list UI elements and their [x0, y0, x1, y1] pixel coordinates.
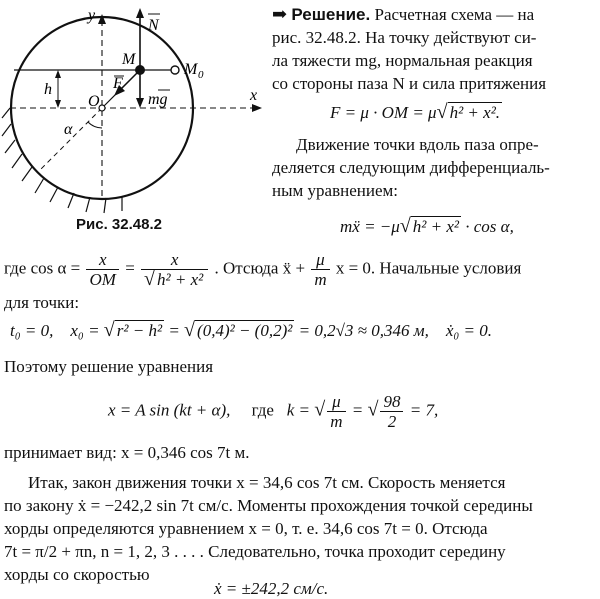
label-h: h	[44, 81, 52, 98]
diff-line1: Движение точки вдоль паза опре-	[296, 135, 539, 154]
final-p4: 7t = π/2 + πn, n = 1, 2, 3 . . . . Следовательно, точка проходит середину	[4, 542, 506, 561]
final-p3: хорды определяются уравнением x = 0, т. е. 34,6 cos 7t = 0. Отсюда	[4, 519, 488, 538]
label-m0: M	[184, 61, 198, 78]
label-n: N	[148, 17, 159, 34]
final-eq: ẋ = ±242,2 см/с.	[214, 579, 329, 598]
eq-motion: mẍ = −μ√ h² + x² · cos α,	[340, 215, 514, 237]
figure-caption: Рис. 32.48.2	[76, 216, 162, 233]
final-p5: хорды со скоростью	[4, 565, 150, 584]
hatching	[2, 108, 122, 213]
eq-force: F = μ · OM = μ√ h² + x².	[330, 101, 501, 123]
point-m0	[171, 66, 179, 74]
diff-line2: деляется следующим дифференциаль-	[272, 158, 550, 177]
radius-line	[40, 108, 102, 170]
final-p2: по закону ẋ = −242,2 sin 7t см/с. Моменты прохождения точкой середины	[4, 496, 533, 515]
solution-heading-line	[272, 4, 534, 25]
initial-conditions: t₀ = 0, x₀ = √ r² − h² = √ (0,4)² − (0,2)² = 0,2√3 ≈ 0,346 м, ẋ₀ = 0.	[10, 319, 493, 341]
initial-line2: для точки:	[4, 293, 80, 312]
takes-form: принимает вид: x = 0,346 cos 7t м.	[4, 443, 250, 462]
intro-line4: со стороны паза N и сила притяжения	[272, 74, 547, 93]
label-f: F	[113, 75, 123, 92]
solution-heading: Решение.	[291, 5, 371, 24]
point-m	[135, 65, 145, 75]
intro-line3: ла тяжести mg, нормальная реакция	[272, 51, 533, 70]
therefore-line: Поэтому решение уравнения	[4, 357, 214, 376]
intro-line2: рис. 32.48.2. На точку действуют си-	[272, 28, 537, 47]
point-o	[99, 105, 105, 111]
cos-line: где cos α = $\frac{x}{OM}$ = $\frac{x}{\text{√ h² + x²}}$ . Отсюда ẍ + $\frac{\mu}{m}$ x = 0. Начальные условия	[4, 250, 522, 290]
intro-line1: Расчетная схема — на	[374, 5, 535, 24]
label-m: M	[122, 51, 136, 68]
diff-line3: ным уравнением:	[272, 181, 398, 200]
label-alpha: α	[64, 121, 73, 138]
label-x: x	[250, 87, 258, 104]
label-mg: mg	[148, 91, 168, 108]
final-p1: Итак, закон движения точки x = 34,6 cos 7t см. Скорость меняется	[28, 473, 506, 492]
figure-32-48-2	[0, 0, 270, 232]
label-o: O	[88, 93, 100, 110]
eq-solution: x = A sin (kt + α), где k = √ $\frac{\mu}{m}$ = √ $\frac{98}{2}$ = 7,	[108, 392, 439, 431]
label-m0-sub: 0	[198, 69, 204, 81]
arrow-icon: ➡	[272, 4, 288, 24]
label-y: y	[88, 7, 96, 24]
